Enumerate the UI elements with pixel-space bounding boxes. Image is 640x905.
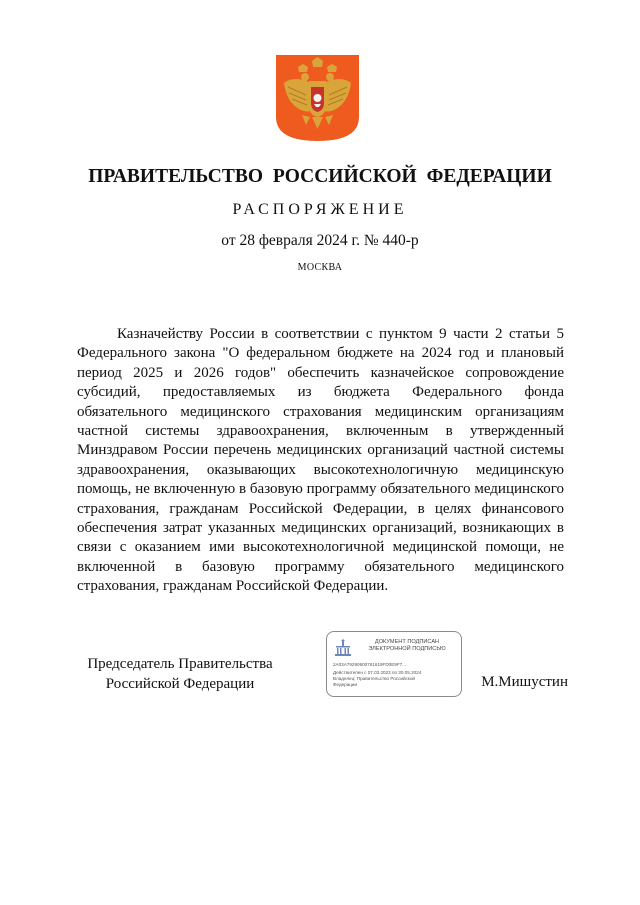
signer-position — [80, 655, 280, 694]
electronic-signature-stamp — [326, 631, 462, 697]
coat-of-arms-emblem — [276, 55, 359, 141]
stamp-validity: Действителен с 07.03.2023 по 30.05.2024 — [333, 670, 422, 675]
stamp-certificate: 2A03A79290600761619FD0E9F7... — [333, 662, 407, 667]
stamp-owner-line2: Федерации — [333, 682, 358, 687]
government-title: ПРАВИТЕЛЬСТВО РОССИЙСКОЙ ФЕДЕРАЦИИ — [88, 166, 552, 187]
stamp-title — [355, 639, 459, 653]
stamp-title-line1: ДОКУМЕНТ ПОДПИСАН — [374, 639, 440, 645]
document-date-number: от 28 февраля 2024 г. № 440-р — [221, 232, 419, 249]
stamp-owner-line1: Владелец: Правительство Российской — [333, 676, 415, 681]
document-type: РАСПОРЯЖЕНИЕ — [232, 201, 408, 218]
signer-position-line1: Председатель Правительства — [87, 656, 273, 672]
government-building-icon — [333, 639, 353, 657]
signer-position-line2: Российской Федерации — [105, 675, 255, 692]
stamp-icon-wrapper — [333, 639, 353, 657]
signer-name: М.Мишустин — [481, 674, 568, 690]
stamp-title-line2: ЭЛЕКТРОННОЙ ПОДПИСЬЮ — [368, 646, 446, 652]
russian-coat-of-arms-icon — [276, 55, 359, 141]
city: МОСКВА — [297, 262, 343, 273]
order-body-paragraph: Казначейству России в соответствии с пунктом 9 части 2 статьи 5 Федерального закона "О федеральном бюджете на 2024 год и плановый период 2025 и 2026 годов" обеспечить казначейское сопровождение субсидий, предоставляемых из бюджета Федерального фонда обязательного медицинского страхования медицинским организациям частной системы здравоохранения, включенным в утвержденный Минздравом России перечень медицинских организаций частной системы здравоохранения, оказывающих высокотехнологичную медицинскую помощь, не включенную в базовую программу обязательного медицинского страхования, гражданам Российской Федерации, в целях финансового обеспечения затрат указанных медицинских организаций, возникающих в связи с оказанием ими высокотехнологичной медицинской помощи, не включенной в базовую программу обязательного медицинского страхования, гражданам Российской Федерации. — [77, 326, 564, 595]
